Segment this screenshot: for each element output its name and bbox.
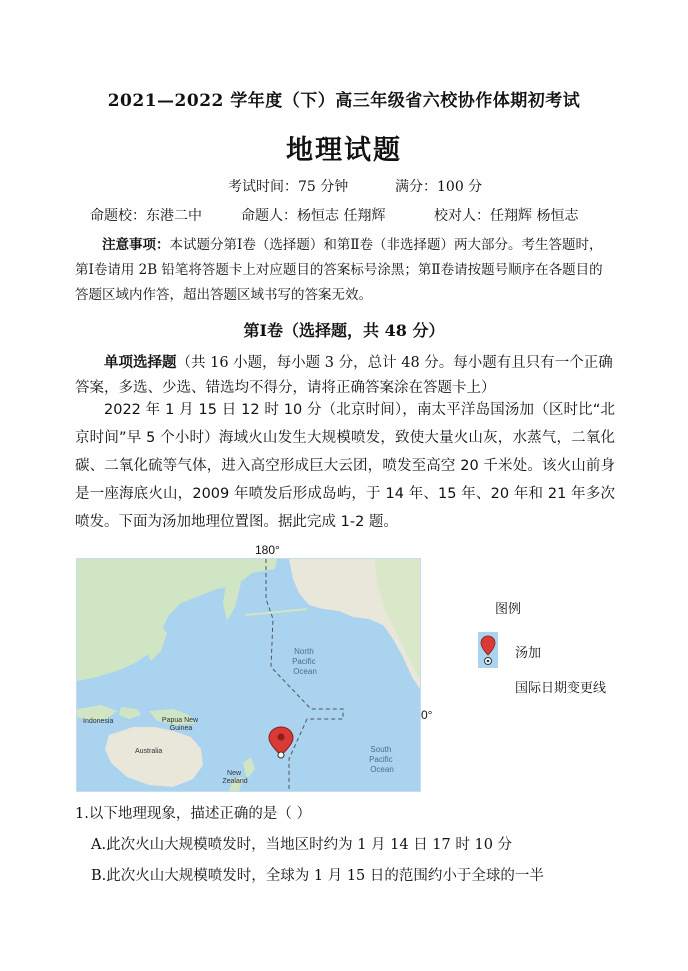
indonesia-label: Indonesia xyxy=(83,718,114,725)
page-title: 地理试题 xyxy=(286,135,402,166)
tonga-location-map xyxy=(76,558,421,792)
question-1-option-b: B.此次火山大规模喷发时，全球为 1 月 15 日的范围约小于全球的一半 xyxy=(91,868,544,884)
legend-swatch xyxy=(478,632,498,668)
section-title: 第Ⅰ卷（选择题，共 48 分） xyxy=(243,321,445,340)
staff-setter: 命题人：杨恒志 任翔辉 xyxy=(241,208,386,224)
papua-label: Papua New Guinea xyxy=(161,717,199,732)
question-1-stem: 1.以下地理现象，描述正确的是（ ） xyxy=(75,806,311,822)
legend-tonga: 汤加 xyxy=(515,645,542,660)
instruction-text: （共 16 小题，每小题 3 分，总计 48 分。每小题有且只有一个正确答案，多选、少选、错选均不得分，请将正确答案涂在答题卡上） xyxy=(75,355,613,396)
legend-title: 图例 xyxy=(495,601,522,616)
south-pacific-label: South Pacific Ocean xyxy=(369,745,394,774)
australia-label: Australia xyxy=(135,748,163,755)
legend-idl: 国际日期变更线 xyxy=(515,680,607,695)
question-1-option-a: A.此次火山大规模喷发时，当地区时约为 1 月 14 日 17 时 10 分 xyxy=(91,837,513,853)
exam-header: 2021—2022 学年度（下）高三年级省六校协作体期初考试 xyxy=(107,91,581,111)
staff-checker: 校对人：任翔辉 杨恒志 xyxy=(434,208,579,224)
equator-label: 0° xyxy=(421,708,433,722)
new-zealand-label: New Zealand xyxy=(222,770,248,785)
passage-paragraph: 2022 年 1 月 15 日 12 时 10 分（北京时间），南太平洋岛国汤加（区时比“北京时间”早 5 个小时）海域火山发生大规模喷发，致使大量火山灰，水蒸气，二氧化碳、二氧化硫等气体，进入高空形成巨大云团，喷发至高空 20 千米处。该火山前身是一座海底火山，2009 年喷发后形成岛屿，于 14 年、15 年、20 年和 21 年多次喷发。下面为汤加地理位置图。据此完成 1-2 题。 xyxy=(75,402,615,530)
exam-time: 考试时间：75 分钟 xyxy=(228,179,349,195)
instruction-label: 单项选择题 xyxy=(104,354,177,371)
staff-school: 命题校：东港二中 xyxy=(90,208,202,224)
exam-score: 满分：100 分 xyxy=(395,179,483,195)
meridian-label: 180° xyxy=(255,543,280,557)
notice-paragraph xyxy=(75,233,615,308)
north-pacific-label: North Pacific Ocean xyxy=(292,647,317,676)
instruction-paragraph xyxy=(75,350,615,401)
notice-label: 注意事项： xyxy=(102,237,170,253)
notice-text: 本试题分第Ⅰ卷（选择题）和第Ⅱ卷（非选择题）两大部分。考生答题时，第Ⅰ卷请用 2B 铅笔将答题卡上对应题目的答案标号涂黑；第Ⅱ卷请按题号顺序在各题目的答题区域内作答，超出答题区域书写的答案无效。 xyxy=(75,237,603,303)
